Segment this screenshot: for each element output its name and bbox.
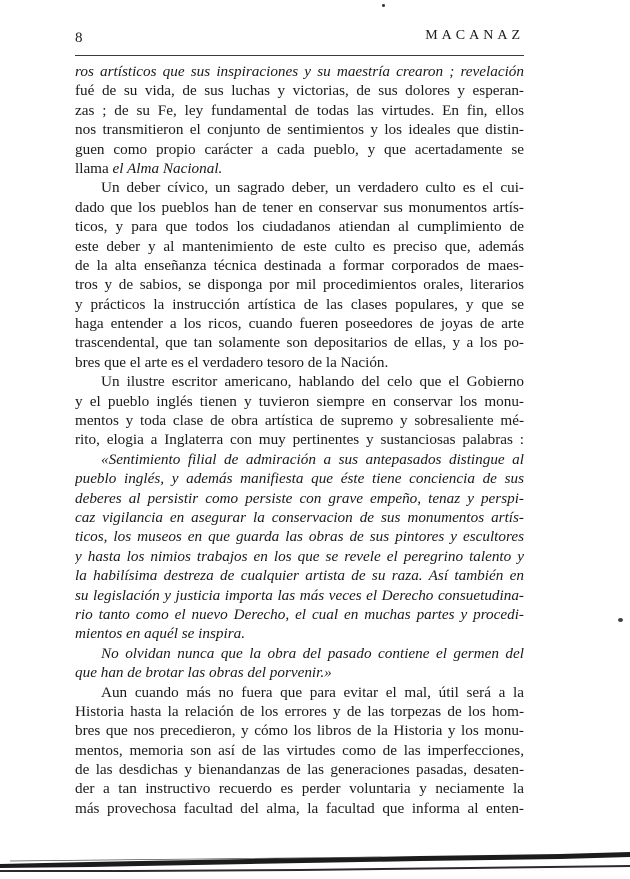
text-line: este deber y al mantenimiento de este culto es preciso que, además: [75, 237, 524, 255]
text-line: bres que nos precedieron, y cómo los libros de la Historia y los monu-: [75, 722, 524, 740]
text-line: guen como propio carácter a cada pueblo, y que acertadamente se: [75, 140, 524, 158]
text-line: Un deber cívico, un sagrado deber, un verdadero culto es el cui-: [101, 179, 524, 197]
text-line: de las desdichas y bienandanzas de las generaciones pasadas, desaten-: [75, 761, 524, 779]
text-line: dado que los pueblos han de tener en conservar sus monumentos artís-: [75, 198, 524, 216]
text-line: deberes al persistir como persiste con grave empeño, tenaz y perspi-: [75, 489, 524, 507]
text-line: haga entender a los ricos, cuando fueren poseedores de joyas de arte: [75, 315, 524, 333]
running-head: MACANAZ: [425, 28, 524, 43]
page-number: 8: [75, 30, 83, 46]
text-line: der a tan instructivo recuerdo es perder voluntaria y neciamente la: [75, 780, 524, 798]
text-line: Aun cuando más no fuera que para evitar el mal, útil será a la: [101, 683, 524, 701]
text-line: mentos y toda clase de obra artística de supremo y sobresaliente mé-: [75, 412, 524, 430]
text-line: rio tanto como el nuevo Derecho, el cual en muchas partes y procedi-: [75, 605, 524, 623]
body-text: [75, 62, 524, 818]
text-line: rito, elogia a Inglaterra con muy pertinentes y sustanciosas palabras :: [75, 431, 524, 449]
text-line: caz vigilancia en asegurar la conservacion de sus monumentos artís-: [75, 508, 524, 526]
text-line: Historia hasta la relación de los errores y de las torpezas de los hom-: [75, 702, 524, 720]
text-line: y el pueblo inglés tienen y tuvieron siempre en conservar los monu-: [75, 392, 524, 410]
ink-speck: [382, 4, 385, 7]
text-line: que han de brotar las obras del porvenir.»: [75, 664, 332, 682]
text-line: «Sentimiento filial de admiración a sus antepasados distingue al: [101, 450, 524, 468]
text-line: y hasta los nimios trabajos en los que se revele el peregrino talento y: [75, 547, 524, 565]
text-line: trascendental, que tan solamente son depositarios de ellas, y a los po-: [75, 334, 524, 352]
text-line: Un ilustre escritor americano, hablando del celo que el Gobierno: [101, 373, 524, 391]
text-line: su legislación y justicia importa las más veces el Derecho consuetudina-: [75, 586, 524, 604]
text-line: más provechosa facultad del alma, la facultad que informa al enten-: [75, 799, 524, 817]
text-line: la habilísima destreza de cualquier artista de su raza. Así también en: [75, 567, 524, 585]
text-segment: llama: [75, 159, 113, 177]
text-line: No olvidan nunca que la obra del pasado contiene el germen del: [101, 644, 524, 662]
text-segment: el Alma Nacional.: [112, 159, 223, 177]
text-line: fué de su vida, de sus luchas y victorias, de sus dolores y esperan-: [75, 82, 524, 100]
text-line: ros artísticos que sus inspiraciones y su maestría crearon ; revelación: [75, 63, 524, 80]
text-line: tros y de sabios, se disponga por mil procedimientos orales, literarios: [75, 276, 524, 294]
header-rule: [75, 55, 524, 56]
text-line: [75, 159, 524, 178]
text-line: ticos, y para que todos los ciudadanos atiendan al cumplimiento de: [75, 218, 524, 236]
ink-speck: [618, 618, 623, 622]
text-line: bres que el arte es el verdadero tesoro de la Nación.: [75, 353, 389, 371]
text-line: nos transmitieron el conjunto de sentimientos y los ideales que distin-: [75, 121, 524, 139]
text-line: de la alta enseñanza técnica destinada a formar corporados de maes-: [75, 256, 524, 274]
text-line: zas ; de su Fe, ley fundamental de todas las virtudes. En fin, ellos: [75, 101, 524, 119]
text-line: y prácticos la instrucción artística de las clases populares, y que se: [75, 295, 524, 313]
text-line: pueblo inglés, y además manifiesta que éste tiene conciencia de sus: [75, 470, 524, 488]
text-line: ticos, los museos en que guarda las obras de sus pintores y escultores: [75, 528, 524, 546]
text-line: mientos en aquél se inspira.: [75, 625, 245, 643]
bottom-printed-rule: [0, 850, 630, 875]
text-line: mentos, memoria son así de las virtudes como de las imperfecciones,: [75, 741, 524, 759]
